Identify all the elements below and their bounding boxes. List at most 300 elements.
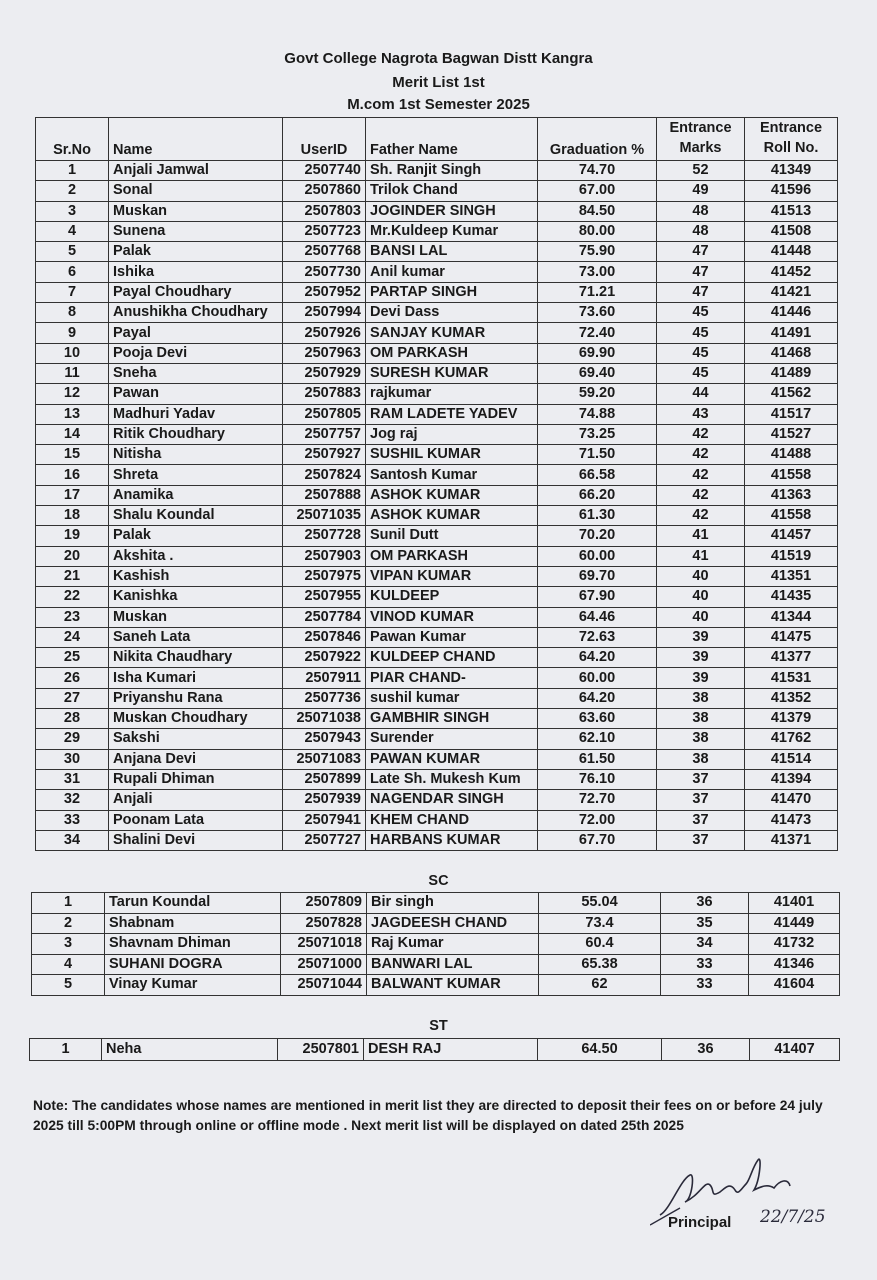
cell-entrance-marks: 38 [657, 709, 745, 729]
cell-entrance-marks: 42 [657, 465, 745, 485]
cell-graduation: 74.70 [538, 161, 657, 181]
cell-entrance-marks: 48 [657, 221, 745, 241]
cell-entrance-roll: 41448 [745, 242, 838, 262]
cell-name: Muskan [109, 607, 283, 627]
cell-srno: 22 [36, 587, 109, 607]
general-row [36, 384, 838, 404]
cell-entrance-roll: 41513 [745, 201, 838, 221]
cell-srno: 26 [36, 668, 109, 688]
cell-father-name: JOGINDER SINGH [366, 201, 538, 221]
cell-srno: 9 [36, 323, 109, 343]
cell-father-name: SUSHIL KUMAR [366, 445, 538, 465]
cell-name: Saneh Lata [109, 627, 283, 647]
col-header-name: Name [109, 118, 283, 161]
cell-srno: 4 [32, 954, 105, 975]
cell-father-name: SANJAY KUMAR [366, 323, 538, 343]
cell-srno: 24 [36, 627, 109, 647]
cell-srno: 14 [36, 424, 109, 444]
sc-row [32, 954, 840, 975]
col-header-userid: UserID [283, 118, 366, 161]
general-row [36, 769, 838, 789]
cell-entrance-marks: 45 [657, 363, 745, 383]
cell-name: Shalu Koundal [109, 506, 283, 526]
cell-graduation: 73.4 [539, 913, 661, 934]
cell-entrance-roll: 41488 [745, 445, 838, 465]
cell-graduation: 59.20 [538, 384, 657, 404]
general-row [36, 709, 838, 729]
cell-father-name: Raj Kumar [367, 934, 539, 955]
cell-srno: 31 [36, 769, 109, 789]
cell-userid: 2507824 [283, 465, 366, 485]
cell-userid: 2507883 [283, 384, 366, 404]
cell-entrance-marks: 40 [657, 587, 745, 607]
general-row [36, 201, 838, 221]
sc-row [32, 975, 840, 996]
cell-entrance-marks: 49 [657, 181, 745, 201]
cell-entrance-marks: 41 [657, 526, 745, 546]
col-header-entrance-roll [745, 118, 838, 161]
cell-userid: 2507723 [283, 221, 366, 241]
cell-name: Sakshi [109, 729, 283, 749]
cell-srno: 16 [36, 465, 109, 485]
cell-entrance-roll: 41762 [745, 729, 838, 749]
cell-entrance-marks: 45 [657, 323, 745, 343]
cell-graduation: 65.38 [539, 954, 661, 975]
cell-name: Anjana Devi [109, 749, 283, 769]
cell-entrance-roll: 41604 [749, 975, 840, 996]
cell-name: Poonam Lata [109, 810, 283, 830]
cell-srno: 33 [36, 810, 109, 830]
cell-entrance-roll: 41352 [745, 688, 838, 708]
general-row [36, 323, 838, 343]
cell-srno: 19 [36, 526, 109, 546]
cell-entrance-roll: 41401 [749, 893, 840, 914]
col-header-entrance-roll-line2: Roll No. [763, 140, 819, 156]
cell-entrance-marks: 36 [661, 893, 749, 914]
cell-father-name: Santosh Kumar [366, 465, 538, 485]
cell-graduation: 64.50 [538, 1039, 662, 1061]
cell-graduation: 80.00 [538, 221, 657, 241]
cell-entrance-roll: 41421 [745, 282, 838, 302]
cell-father-name: Sunil Dutt [366, 526, 538, 546]
col-header-entrance-marks-line1: Entrance [669, 120, 732, 136]
cell-graduation: 61.30 [538, 506, 657, 526]
general-row [36, 810, 838, 830]
cell-father-name: VIPAN KUMAR [366, 566, 538, 586]
general-row [36, 749, 838, 769]
cell-father-name: KULDEEP CHAND [366, 648, 538, 668]
cell-entrance-marks: 42 [657, 424, 745, 444]
cell-entrance-marks: 52 [657, 161, 745, 181]
cell-father-name: Pawan Kumar [366, 627, 538, 647]
cell-userid: 2507888 [283, 485, 366, 505]
cell-name: Shreta [109, 465, 283, 485]
cell-name: Kanishka [109, 587, 283, 607]
general-row [36, 627, 838, 647]
cell-srno: 2 [32, 913, 105, 934]
cell-userid: 2507941 [283, 810, 366, 830]
general-row [36, 790, 838, 810]
cell-father-name: OM PARKASH [366, 546, 538, 566]
cell-father-name: JAGDEESH CHAND [367, 913, 539, 934]
cell-entrance-roll: 41394 [745, 769, 838, 789]
cell-entrance-roll: 41379 [745, 709, 838, 729]
cell-userid: 25071018 [281, 934, 367, 955]
cell-srno: 20 [36, 546, 109, 566]
cell-graduation: 76.10 [538, 769, 657, 789]
general-row [36, 181, 838, 201]
cell-entrance-marks: 42 [657, 506, 745, 526]
cell-userid: 25071038 [283, 709, 366, 729]
col-header-graduation: Graduation % [538, 118, 657, 161]
cell-graduation: 75.90 [538, 242, 657, 262]
cell-srno: 34 [36, 830, 109, 850]
cell-graduation: 55.04 [539, 893, 661, 914]
cell-srno: 6 [36, 262, 109, 282]
cell-graduation: 71.50 [538, 445, 657, 465]
cell-name: Palak [109, 526, 283, 546]
sc-merit-table [31, 892, 840, 996]
cell-entrance-marks: 39 [657, 648, 745, 668]
general-row [36, 688, 838, 708]
cell-entrance-roll: 41558 [745, 506, 838, 526]
general-row [36, 648, 838, 668]
cell-graduation: 69.70 [538, 566, 657, 586]
cell-userid: 2507963 [283, 343, 366, 363]
cell-graduation: 61.50 [538, 749, 657, 769]
general-row [36, 526, 838, 546]
cell-graduation: 63.60 [538, 709, 657, 729]
cell-entrance-marks: 39 [657, 627, 745, 647]
cell-entrance-marks: 43 [657, 404, 745, 424]
cell-father-name: SURESH KUMAR [366, 363, 538, 383]
cell-entrance-marks: 42 [657, 485, 745, 505]
general-row [36, 729, 838, 749]
sc-merit-body [32, 893, 840, 996]
cell-entrance-marks: 39 [657, 668, 745, 688]
cell-srno: 1 [36, 161, 109, 181]
sc-row [32, 893, 840, 914]
cell-graduation: 60.4 [539, 934, 661, 955]
cell-userid: 25071044 [281, 975, 367, 996]
cell-entrance-roll: 41514 [745, 749, 838, 769]
general-row [36, 161, 838, 181]
general-row [36, 282, 838, 302]
cell-entrance-marks: 33 [661, 954, 749, 975]
cell-father-name: sushil kumar [366, 688, 538, 708]
cell-entrance-roll: 41473 [745, 810, 838, 830]
sc-row [32, 934, 840, 955]
general-row [36, 262, 838, 282]
col-header-srno: Sr.No [36, 118, 109, 161]
cell-entrance-roll: 41562 [745, 384, 838, 404]
general-row [36, 303, 838, 323]
cell-entrance-roll: 41446 [745, 303, 838, 323]
cell-father-name: rajkumar [366, 384, 538, 404]
cell-father-name: BANSI LAL [366, 242, 538, 262]
cell-srno: 13 [36, 404, 109, 424]
cell-userid: 2507730 [283, 262, 366, 282]
general-row [36, 830, 838, 850]
cell-userid: 2507911 [283, 668, 366, 688]
cell-father-name: Late Sh. Mukesh Kum [366, 769, 538, 789]
cell-srno: 21 [36, 566, 109, 586]
cell-name: Sunena [109, 221, 283, 241]
cell-userid: 2507809 [281, 893, 367, 914]
cell-name: Shabnam [105, 913, 281, 934]
cell-name: Tarun Koundal [105, 893, 281, 914]
cell-userid: 25071035 [283, 506, 366, 526]
cell-srno: 1 [30, 1039, 102, 1061]
cell-father-name: BANWARI LAL [367, 954, 539, 975]
cell-entrance-roll: 41346 [749, 954, 840, 975]
cell-srno: 29 [36, 729, 109, 749]
cell-userid: 2507899 [283, 769, 366, 789]
cell-srno: 5 [32, 975, 105, 996]
cell-graduation: 67.90 [538, 587, 657, 607]
cell-entrance-roll: 41531 [745, 668, 838, 688]
cell-entrance-roll: 41452 [745, 262, 838, 282]
col-header-entrance-roll-line1: Entrance [759, 120, 823, 136]
cell-name: Nikita Chaudhary [109, 648, 283, 668]
general-row [36, 546, 838, 566]
general-row [36, 607, 838, 627]
cell-entrance-marks: 41 [657, 546, 745, 566]
cell-father-name: PARTAP SINGH [366, 282, 538, 302]
cell-graduation: 64.20 [538, 648, 657, 668]
cell-srno: 5 [36, 242, 109, 262]
cell-entrance-marks: 45 [657, 343, 745, 363]
cell-father-name: KHEM CHAND [366, 810, 538, 830]
cell-entrance-roll: 41377 [745, 648, 838, 668]
col-header-father-name: Father Name [366, 118, 538, 161]
cell-name: Sneha [109, 363, 283, 383]
cell-userid: 2507955 [283, 587, 366, 607]
cell-entrance-roll: 41558 [745, 465, 838, 485]
cell-entrance-marks: 47 [657, 262, 745, 282]
cell-entrance-roll: 41475 [745, 627, 838, 647]
cell-name: Vinay Kumar [105, 975, 281, 996]
cell-name: Sonal [109, 181, 283, 201]
cell-name: Ritik Choudhary [109, 424, 283, 444]
cell-srno: 8 [36, 303, 109, 323]
table-header-row [36, 118, 838, 161]
cell-graduation: 72.40 [538, 323, 657, 343]
general-merit-table [35, 117, 838, 851]
cell-name: SUHANI DOGRA [105, 954, 281, 975]
col-header-entrance-marks [657, 118, 745, 161]
cell-father-name: PIAR CHAND- [366, 668, 538, 688]
cell-father-name: DESH RAJ [364, 1039, 538, 1061]
cell-father-name: PAWAN KUMAR [366, 749, 538, 769]
cell-userid: 2507801 [278, 1039, 364, 1061]
general-row [36, 424, 838, 444]
cell-userid: 25071083 [283, 749, 366, 769]
cell-entrance-roll: 41470 [745, 790, 838, 810]
cell-graduation: 64.46 [538, 607, 657, 627]
cell-father-name: GAMBHIR SINGH [366, 709, 538, 729]
cell-father-name: HARBANS KUMAR [366, 830, 538, 850]
cell-graduation: 73.60 [538, 303, 657, 323]
cell-entrance-marks: 45 [657, 303, 745, 323]
cell-father-name: KULDEEP [366, 587, 538, 607]
st-merit-body [30, 1039, 840, 1061]
cell-userid: 2507952 [283, 282, 366, 302]
cell-userid: 25071000 [281, 954, 367, 975]
st-merit-table [29, 1038, 840, 1061]
cell-father-name: Surender [366, 729, 538, 749]
general-row [36, 445, 838, 465]
cell-name: Akshita . [109, 546, 283, 566]
cell-userid: 2507728 [283, 526, 366, 546]
cell-entrance-roll: 41596 [745, 181, 838, 201]
cell-graduation: 64.20 [538, 688, 657, 708]
cell-srno: 25 [36, 648, 109, 668]
cell-entrance-roll: 41435 [745, 587, 838, 607]
cell-userid: 2507757 [283, 424, 366, 444]
cell-father-name: Jog raj [366, 424, 538, 444]
cell-entrance-marks: 44 [657, 384, 745, 404]
cell-entrance-roll: 41351 [745, 566, 838, 586]
general-row [36, 363, 838, 383]
cell-userid: 2507929 [283, 363, 366, 383]
cell-userid: 2507740 [283, 161, 366, 181]
cell-graduation: 69.90 [538, 343, 657, 363]
cell-graduation: 60.00 [538, 668, 657, 688]
cell-userid: 2507784 [283, 607, 366, 627]
general-row [36, 404, 838, 424]
cell-entrance-marks: 40 [657, 566, 745, 586]
cell-srno: 2 [36, 181, 109, 201]
cell-name: Isha Kumari [109, 668, 283, 688]
cell-srno: 28 [36, 709, 109, 729]
cell-srno: 32 [36, 790, 109, 810]
cell-entrance-marks: 36 [662, 1039, 750, 1061]
cell-entrance-roll: 41517 [745, 404, 838, 424]
cell-entrance-marks: 37 [657, 769, 745, 789]
cell-entrance-marks: 48 [657, 201, 745, 221]
cell-graduation: 84.50 [538, 201, 657, 221]
cell-userid: 2507805 [283, 404, 366, 424]
cell-graduation: 71.21 [538, 282, 657, 302]
st-section-label: ST [429, 1018, 448, 1034]
cell-srno: 4 [36, 221, 109, 241]
cell-entrance-marks: 37 [657, 790, 745, 810]
cell-name: Anushikha Choudhary [109, 303, 283, 323]
cell-entrance-marks: 35 [661, 913, 749, 934]
cell-srno: 30 [36, 749, 109, 769]
cell-entrance-marks: 33 [661, 975, 749, 996]
cell-name: Shavnam Dhiman [105, 934, 281, 955]
cell-entrance-marks: 38 [657, 688, 745, 708]
cell-name: Muskan Choudhary [109, 709, 283, 729]
cell-entrance-roll: 41349 [745, 161, 838, 181]
cell-name: Payal Choudhary [109, 282, 283, 302]
cell-entrance-roll: 41371 [745, 830, 838, 850]
general-row [36, 506, 838, 526]
cell-entrance-roll: 41527 [745, 424, 838, 444]
general-row [36, 343, 838, 363]
general-row [36, 587, 838, 607]
cell-userid: 2507927 [283, 445, 366, 465]
cell-graduation: 72.00 [538, 810, 657, 830]
cell-entrance-roll: 41732 [749, 934, 840, 955]
cell-userid: 2507975 [283, 566, 366, 586]
col-header-entrance-marks-line2: Marks [679, 140, 722, 156]
cell-userid: 2507939 [283, 790, 366, 810]
cell-entrance-roll: 41363 [745, 485, 838, 505]
cell-srno: 15 [36, 445, 109, 465]
course-title: M.com 1st Semester 2025 [347, 96, 530, 113]
cell-name: Anjali [109, 790, 283, 810]
cell-father-name: NAGENDAR SINGH [366, 790, 538, 810]
cell-srno: 23 [36, 607, 109, 627]
cell-father-name: Sh. Ranjit Singh [366, 161, 538, 181]
sc-section-label: SC [428, 873, 449, 889]
note-text: Note: The candidates whose names are mentioned in merit list they are directed to deposit their fees on or before 24 july 2025 till 5:00PM through online or offline mode . Next merit list will be displayed on dated 25th 2025 [33, 1098, 823, 1133]
cell-graduation: 66.58 [538, 465, 657, 485]
cell-graduation: 66.20 [538, 485, 657, 505]
cell-graduation: 62 [539, 975, 661, 996]
cell-entrance-marks: 37 [657, 810, 745, 830]
cell-father-name: VINOD KUMAR [366, 607, 538, 627]
cell-graduation: 73.25 [538, 424, 657, 444]
cell-userid: 2507860 [283, 181, 366, 201]
cell-name: Shalini Devi [109, 830, 283, 850]
cell-entrance-roll: 41407 [750, 1039, 840, 1061]
general-row [36, 668, 838, 688]
st-row [30, 1039, 840, 1061]
cell-entrance-marks: 34 [661, 934, 749, 955]
cell-entrance-marks: 47 [657, 282, 745, 302]
cell-srno: 17 [36, 485, 109, 505]
cell-name: Pawan [109, 384, 283, 404]
cell-entrance-marks: 38 [657, 729, 745, 749]
general-row [36, 221, 838, 241]
cell-entrance-roll: 41508 [745, 221, 838, 241]
cell-name: Anjali Jamwal [109, 161, 283, 181]
cell-srno: 18 [36, 506, 109, 526]
cell-name: Rupali Dhiman [109, 769, 283, 789]
cell-userid: 2507736 [283, 688, 366, 708]
cell-graduation: 74.88 [538, 404, 657, 424]
cell-entrance-roll: 41491 [745, 323, 838, 343]
cell-srno: 1 [32, 893, 105, 914]
cell-name: Madhuri Yadav [109, 404, 283, 424]
cell-father-name: ASHOK KUMAR [366, 506, 538, 526]
cell-entrance-marks: 40 [657, 607, 745, 627]
cell-entrance-roll: 41519 [745, 546, 838, 566]
cell-name: Ishika [109, 262, 283, 282]
cell-graduation: 72.63 [538, 627, 657, 647]
cell-entrance-marks: 42 [657, 445, 745, 465]
cell-srno: 12 [36, 384, 109, 404]
cell-srno: 7 [36, 282, 109, 302]
cell-father-name: OM PARKASH [366, 343, 538, 363]
cell-entrance-roll: 41468 [745, 343, 838, 363]
principal-label: Principal [668, 1214, 732, 1231]
cell-graduation: 70.20 [538, 526, 657, 546]
cell-graduation: 69.40 [538, 363, 657, 383]
cell-entrance-marks: 38 [657, 749, 745, 769]
cell-userid: 2507994 [283, 303, 366, 323]
cell-name: Palak [109, 242, 283, 262]
cell-srno: 3 [36, 201, 109, 221]
cell-userid: 2507727 [283, 830, 366, 850]
cell-entrance-roll: 41457 [745, 526, 838, 546]
cell-userid: 2507903 [283, 546, 366, 566]
cell-userid: 2507768 [283, 242, 366, 262]
